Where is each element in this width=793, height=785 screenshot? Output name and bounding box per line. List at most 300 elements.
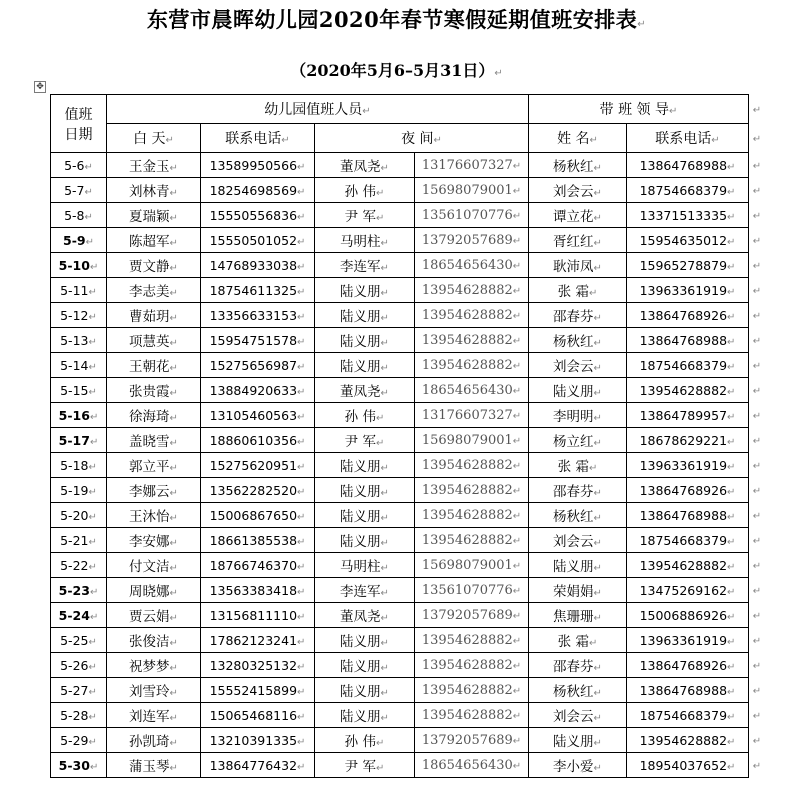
- table-row: [51, 478, 766, 503]
- cell-mark: ↵: [297, 361, 306, 373]
- lead-phone-cell: [627, 478, 749, 503]
- cell-mark: ↵: [512, 285, 522, 297]
- cell-mark: ↵: [727, 636, 736, 648]
- lead-name-cell-text: 陆义朋: [553, 559, 594, 575]
- night-name-cell: [315, 153, 415, 178]
- day-name-cell-text: 盖晓雪: [129, 434, 170, 450]
- night-header: [315, 124, 529, 153]
- row-mark: ↵: [752, 286, 762, 297]
- lead-phone-cell-text: 15965278879: [639, 257, 728, 273]
- table-row: [51, 328, 766, 353]
- day-name-cell: [107, 278, 201, 303]
- row-mark: ↵: [752, 186, 762, 197]
- cell-mark: ↵: [380, 538, 389, 549]
- day-phone-cell: [201, 153, 315, 178]
- cell-mark: ↵: [297, 161, 306, 173]
- cell-mark: ↵: [297, 661, 306, 673]
- night-phone-cell-text: 13954628882: [421, 457, 513, 473]
- night-name-cell: [315, 603, 415, 628]
- cell-mark: ↵: [297, 511, 306, 523]
- day-name-cell-text: 王朝花: [129, 359, 170, 375]
- night-name-cell: [315, 328, 415, 353]
- cell-mark: ↵: [169, 713, 178, 724]
- cell-mark: ↵: [593, 238, 602, 249]
- night-name-cell-text: 陆义朋: [340, 709, 381, 725]
- night-name-cell: [315, 528, 415, 553]
- day-phone-cell: [201, 403, 315, 428]
- row-mark: ↵: [752, 711, 762, 722]
- night-name-cell: [315, 653, 415, 678]
- cell-mark: ↵: [169, 263, 178, 274]
- night-name-cell: [315, 678, 415, 703]
- row-end-mark: [749, 353, 766, 378]
- lead-name-cell-text: 杨秋红: [553, 684, 594, 700]
- day-phone-cell: [201, 378, 315, 403]
- cell-mark: ↵: [297, 761, 306, 773]
- cell-mark: ↵: [593, 588, 602, 599]
- day-name-cell-text: 张贵霞: [129, 384, 170, 400]
- cell-mark: ↵: [297, 636, 306, 648]
- cell-mark: ↵: [169, 188, 178, 199]
- row-mark: ↵: [752, 386, 762, 397]
- day-name-cell: [107, 578, 201, 603]
- cell-mark: ↵: [512, 260, 522, 272]
- title-text: 东营市晨晖幼儿园2020年春节寒假延期值班安排表: [146, 7, 638, 32]
- night-name-cell: [315, 753, 415, 778]
- cell-mark: ↵: [512, 160, 522, 172]
- day-name-cell: [107, 378, 201, 403]
- lead-name-cell: [529, 278, 627, 303]
- lead-name-cell: [529, 353, 627, 378]
- night-phone-cell: [415, 453, 529, 478]
- table-row: [51, 428, 766, 453]
- cell-mark: ↵: [593, 763, 602, 774]
- table-row: [51, 253, 766, 278]
- day-name-cell-text: 刘雪玲: [129, 684, 170, 700]
- table-row: [51, 628, 766, 653]
- day-phone-cell: [201, 703, 315, 728]
- cell-mark: ↵: [88, 711, 97, 723]
- day-header: [107, 124, 201, 153]
- row-end-mark: [749, 153, 766, 178]
- night-phone-cell: [415, 178, 529, 203]
- day-phone-cell-text: 13210391335: [209, 732, 298, 748]
- cell-mark: ↵: [593, 163, 602, 174]
- night-name-cell-text: 李连军: [340, 259, 381, 275]
- day-name-cell-text: 刘连军: [129, 709, 170, 725]
- night-phone-cell: [415, 153, 529, 178]
- lead-group-label: 带 班 领 导: [599, 102, 669, 118]
- cell-mark: ↵: [593, 713, 602, 724]
- night-phone-cell: [415, 553, 529, 578]
- document-title: [0, 4, 793, 34]
- lead-phone-cell-text: 13954628882: [639, 557, 728, 573]
- night-phone-cell-text: 15698079001: [421, 182, 513, 198]
- cell-mark: ↵: [88, 511, 97, 523]
- row-mark: ↵: [752, 761, 762, 772]
- cell-mark: ↵: [297, 411, 306, 423]
- cell-mark: ↵: [593, 513, 602, 524]
- date-cell-text: 5-9: [63, 232, 86, 248]
- night-name-cell-text: 董凤尧: [340, 159, 381, 175]
- day-name-cell-text: 蒲玉琴: [129, 759, 170, 775]
- lead-phone-cell: [627, 553, 749, 578]
- day-name-cell: [107, 503, 201, 528]
- night-phone-cell: [415, 628, 529, 653]
- cell-mark: ↵: [380, 338, 389, 349]
- cell-mark: ↵: [169, 463, 178, 474]
- cell-mark: ↵: [668, 106, 678, 117]
- cell-mark: ↵: [512, 485, 522, 497]
- cell-mark: ↵: [727, 211, 736, 223]
- lead-phone-header: [627, 124, 749, 153]
- day-phone-cell-text: 13156811110: [209, 607, 298, 623]
- cell-mark: ↵: [169, 638, 178, 649]
- cell-mark: ↵: [375, 213, 385, 224]
- cell-mark: ↵: [727, 561, 736, 573]
- cell-mark: ↵: [512, 585, 522, 597]
- day-phone-cell-text: 15954751578: [209, 332, 298, 348]
- day-phone-cell: [201, 453, 315, 478]
- day-name-cell-text: 王沐怡: [129, 509, 170, 525]
- cell-mark: ↵: [380, 663, 389, 674]
- header-row-2: [51, 124, 766, 153]
- cell-mark: ↵: [375, 413, 385, 424]
- lead-phone-cell-text: 13963361919: [639, 457, 728, 473]
- day-phone-cell: [201, 353, 315, 378]
- lead-name-cell-text: 杨立红: [553, 434, 594, 450]
- cell-mark: ↵: [169, 213, 178, 224]
- night-phone-cell: [415, 278, 529, 303]
- day-name-cell-text: 曹茹玥: [129, 309, 170, 325]
- row-mark: ↵: [752, 661, 762, 672]
- cell-mark: ↵: [89, 411, 99, 423]
- row-end-mark: [749, 124, 766, 153]
- day-name-cell-text: 王金玉: [129, 159, 170, 175]
- table-row: [51, 728, 766, 753]
- day-name-cell: [107, 678, 201, 703]
- row-end-mark: [749, 653, 766, 678]
- cell-mark: ↵: [169, 663, 178, 674]
- lead-phone-cell-text: 15006886926: [639, 607, 728, 623]
- lead-name-cell-text: 谭立花: [553, 209, 594, 225]
- cell-mark: ↵: [169, 613, 178, 624]
- night-phone-cell: [415, 653, 529, 678]
- table-row: [51, 578, 766, 603]
- lead-phone-cell: [627, 303, 749, 328]
- cell-mark: ↵: [380, 238, 389, 249]
- day-phone-cell: [201, 203, 315, 228]
- lead-phone-cell: [627, 528, 749, 553]
- day-name-cell: [107, 628, 201, 653]
- row-mark: ↵: [752, 586, 762, 597]
- cell-mark: ↵: [727, 336, 736, 348]
- day-name-cell: [107, 653, 201, 678]
- lead-phone-cell: [627, 278, 749, 303]
- date-cell: [51, 503, 107, 528]
- cell-mark: ↵: [169, 688, 178, 699]
- cell-mark: ↵: [512, 685, 522, 697]
- day-name-cell-text: 孙凯琦: [129, 734, 170, 750]
- night-name-cell-text: 尹 军: [344, 759, 376, 775]
- date-cell: [51, 178, 107, 203]
- lead-phone-cell-text: 18754668379: [639, 182, 728, 198]
- cell-mark: ↵: [593, 538, 602, 549]
- cell-mark: ↵: [169, 588, 178, 599]
- cell-mark: ↵: [380, 488, 389, 499]
- cell-mark: ↵: [512, 535, 522, 547]
- night-phone-cell: [415, 528, 529, 553]
- night-name-cell: [315, 278, 415, 303]
- lead-name-header: [529, 124, 627, 153]
- night-phone-cell: [415, 328, 529, 353]
- lead-name-cell-text: 杨秋红: [553, 509, 594, 525]
- cell-mark: ↵: [297, 686, 306, 698]
- lead-name-cell-text: 陆义朋: [553, 384, 594, 400]
- day-name-cell-text: 郭立平: [129, 459, 170, 475]
- date-cell-text: 5-29: [60, 732, 89, 748]
- cell-mark: ↵: [512, 310, 522, 322]
- date-cell: [51, 553, 107, 578]
- row-end-mark: [749, 678, 766, 703]
- day-phone-cell-text: 15006867650: [209, 507, 298, 523]
- cell-mark: ↵: [297, 236, 306, 248]
- date-cell: [51, 378, 107, 403]
- night-name-cell: [315, 553, 415, 578]
- cell-mark: ↵: [297, 186, 306, 198]
- header-row-1: [51, 95, 766, 124]
- day-name-cell: [107, 528, 201, 553]
- lead-phone-cell-text: 13864768988: [639, 682, 728, 698]
- row-mark: ↵: [752, 261, 762, 272]
- cell-mark: ↵: [727, 186, 736, 198]
- move-handle-icon[interactable]: ✥: [34, 81, 46, 93]
- row-mark: ↵: [752, 236, 762, 247]
- lead-name-cell: [529, 228, 627, 253]
- night-phone-cell: [415, 253, 529, 278]
- lead-name-cell: [529, 603, 627, 628]
- cell-mark: ↵: [375, 738, 385, 749]
- day-phone-cell: [201, 503, 315, 528]
- cell-mark: ↵: [88, 736, 97, 748]
- table-row: [51, 453, 766, 478]
- cell-mark: ↵: [593, 263, 602, 274]
- lead-name-cell: [529, 153, 627, 178]
- row-mark: ↵: [752, 461, 762, 472]
- cell-mark: ↵: [84, 161, 93, 173]
- cell-mark: ↵: [375, 188, 385, 199]
- night-name-cell: [315, 303, 415, 328]
- day-phone-cell: [201, 228, 315, 253]
- date-cell-text: 5-8: [64, 207, 85, 223]
- day-phone-cell-text: 18766746370: [209, 557, 298, 573]
- night-name-cell-text: 董凤尧: [340, 384, 381, 400]
- lead-name-cell-text: 刘会云: [553, 534, 594, 550]
- day-label: 白 天: [133, 131, 166, 147]
- cell-mark: ↵: [727, 511, 736, 523]
- day-name-cell: [107, 753, 201, 778]
- day-name-cell: [107, 453, 201, 478]
- lead-name-cell: [529, 628, 627, 653]
- row-mark: ↵: [752, 636, 762, 647]
- lead-name-cell-text: 耿沛凤: [553, 259, 594, 275]
- lead-phone-cell-text: 18954037652: [639, 757, 728, 773]
- night-phone-cell-text: 15698079001: [421, 432, 513, 448]
- night-phone-cell-text: 13176607327: [421, 407, 513, 423]
- night-name-cell-text: 陆义朋: [340, 309, 381, 325]
- cell-mark: ↵: [380, 588, 389, 599]
- lead-name-cell: [529, 178, 627, 203]
- date-cell: [51, 353, 107, 378]
- table-row: [51, 528, 766, 553]
- lead-name-cell-text: 杨秋红: [553, 159, 594, 175]
- row-end-mark: [749, 728, 766, 753]
- night-phone-cell: [415, 353, 529, 378]
- night-name-cell-text: 陆义朋: [340, 284, 381, 300]
- lead-name-cell-text: 李小爱: [553, 759, 594, 775]
- cell-mark: ↵: [589, 135, 598, 146]
- row-mark: ↵: [752, 511, 762, 522]
- cell-mark: ↵: [380, 563, 389, 574]
- night-phone-cell: [415, 378, 529, 403]
- cell-mark: ↵: [433, 135, 442, 146]
- cell-mark: ↵: [727, 386, 736, 398]
- lead-name-cell-text: 刘会云: [553, 709, 594, 725]
- date-cell-text: 5-20: [60, 507, 89, 523]
- night-phone-cell-text: 13954628882: [421, 707, 513, 723]
- date-cell-text: 5-14: [60, 357, 89, 373]
- lead-name-cell-text: 张 霜: [557, 459, 589, 475]
- date-cell: [51, 278, 107, 303]
- lead-phone-cell-text: 13963361919: [639, 632, 728, 648]
- cell-mark: ↵: [89, 261, 99, 273]
- date-cell: [51, 453, 107, 478]
- row-end-mark: [749, 228, 766, 253]
- row-end-mark: [749, 503, 766, 528]
- date-cell: [51, 328, 107, 353]
- night-name-cell: [315, 453, 415, 478]
- night-phone-cell-text: 13792057689: [421, 607, 513, 623]
- cell-mark: ↵: [588, 463, 598, 474]
- day-phone-cell: [201, 303, 315, 328]
- cell-mark: ↵: [169, 288, 178, 299]
- row-mark: ↵: [752, 411, 762, 422]
- day-name-cell-text: 夏瑞颖: [129, 209, 170, 225]
- lead-name-cell-text: 邵春芬: [553, 659, 594, 675]
- cell-mark: ↵: [593, 413, 602, 424]
- night-phone-cell: [415, 478, 529, 503]
- row-mark: ↵: [752, 211, 762, 222]
- phone-label: 联系电话: [225, 131, 282, 147]
- lead-name-cell: [529, 753, 627, 778]
- lead-phone-cell-text: 13864768988: [639, 332, 728, 348]
- cell-mark: ↵: [380, 388, 389, 399]
- cell-mark: ↵: [297, 711, 306, 723]
- lead-phone-cell-text: 18754668379: [639, 532, 728, 548]
- cell-mark: ↵: [593, 338, 602, 349]
- date-cell-text: 5-18: [60, 457, 89, 473]
- row-mark: ↵: [752, 486, 762, 497]
- cell-mark: ↵: [512, 435, 522, 447]
- date-cell-text: 5-10: [58, 257, 90, 273]
- cell-mark: ↵: [727, 286, 736, 298]
- day-name-cell-text: 徐海琦: [129, 409, 170, 425]
- table-row: [51, 503, 766, 528]
- cell-mark: ↵: [297, 586, 306, 598]
- cell-mark: ↵: [593, 613, 602, 624]
- staff-group-label: 幼儿园值班人员: [264, 102, 363, 118]
- cell-mark: ↵: [297, 436, 306, 448]
- cell-mark: ↵: [727, 411, 736, 423]
- paragraph-mark: ↵: [494, 68, 503, 79]
- lead-phone-cell: [627, 653, 749, 678]
- cell-mark: ↵: [84, 186, 93, 198]
- cell-mark: ↵: [169, 738, 178, 749]
- night-name-cell-text: 陆义朋: [340, 359, 381, 375]
- night-name-cell: [315, 353, 415, 378]
- cell-mark: ↵: [512, 735, 522, 747]
- cell-mark: ↵: [512, 460, 522, 472]
- cell-mark: ↵: [711, 135, 720, 146]
- cell-mark: ↵: [85, 236, 94, 248]
- cell-mark: ↵: [88, 636, 97, 648]
- cell-mark: ↵: [727, 711, 736, 723]
- cell-mark: ↵: [380, 613, 389, 624]
- lead-name-cell: [529, 378, 627, 403]
- cell-mark: ↵: [380, 713, 389, 724]
- lead-name-cell: [529, 528, 627, 553]
- cell-mark: ↵: [297, 211, 306, 223]
- row-mark: ↵: [752, 105, 762, 116]
- day-name-cell-text: 祝梦梦: [129, 659, 170, 675]
- date-cell: [51, 528, 107, 553]
- lead-phone-cell-text: 18754668379: [639, 707, 728, 723]
- lead-name-cell: [529, 703, 627, 728]
- row-end-mark: [749, 203, 766, 228]
- day-phone-cell-text: 15065468116: [209, 707, 298, 723]
- cell-mark: ↵: [727, 261, 736, 273]
- cell-mark: ↵: [512, 510, 522, 522]
- lead-name-cell: [529, 553, 627, 578]
- cell-mark: ↵: [512, 185, 522, 197]
- day-name-cell: [107, 328, 201, 353]
- lead-phone-cell-text: 13963361919: [639, 282, 728, 298]
- row-mark: ↵: [752, 686, 762, 697]
- lead-phone-cell-text: 15954635012: [639, 232, 728, 248]
- date-cell-text: 5-21: [60, 532, 89, 548]
- date-cell-text: 5-23: [58, 582, 90, 598]
- row-end-mark: [749, 328, 766, 353]
- cell-mark: ↵: [588, 638, 598, 649]
- day-phone-cell-text: 13864776432: [209, 757, 298, 773]
- lead-name-cell-text: 邵春芬: [553, 309, 594, 325]
- day-phone-cell-text: 18754611325: [209, 282, 298, 298]
- day-phone-cell-text: 13280325132: [209, 657, 298, 673]
- cell-mark: ↵: [380, 313, 389, 324]
- lead-phone-cell-text: 13864768926: [639, 657, 728, 673]
- day-name-cell-text: 付文洁: [129, 559, 170, 575]
- night-name-cell: [315, 178, 415, 203]
- lead-name-cell: [529, 203, 627, 228]
- night-phone-cell: [415, 578, 529, 603]
- cell-mark: ↵: [512, 560, 522, 572]
- row-end-mark: [749, 578, 766, 603]
- cell-mark: ↵: [89, 761, 99, 773]
- cell-mark: ↵: [593, 213, 602, 224]
- date-cell: [51, 303, 107, 328]
- day-phone-cell-text: 18661385538: [209, 532, 298, 548]
- cell-mark: ↵: [727, 586, 736, 598]
